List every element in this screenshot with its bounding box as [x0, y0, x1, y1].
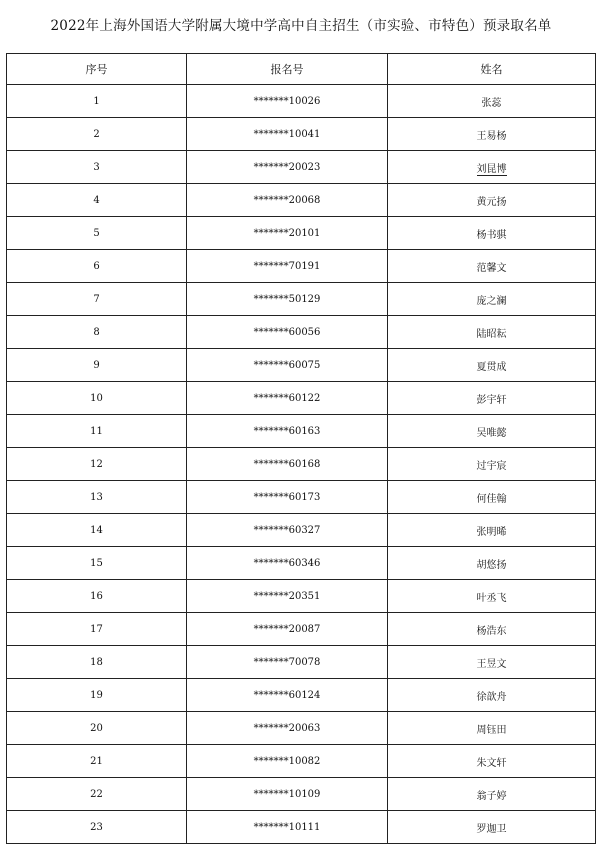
serial-number-cell: 16: [7, 580, 187, 613]
registration-number-cell: *******60124: [187, 679, 388, 712]
serial-number-cell: 1: [7, 85, 187, 118]
student-name-cell: [388, 481, 596, 514]
serial-number-cell: 21: [7, 745, 187, 778]
registration-number-cell: *******60173: [187, 481, 388, 514]
registration-number-cell: *******20068: [187, 184, 388, 217]
student-name: 翁子婷: [476, 790, 507, 802]
student-name: 刘昆博: [476, 163, 507, 175]
registration-number-cell: *******10111: [187, 811, 388, 844]
table-row: [7, 514, 596, 547]
table-row: [7, 712, 596, 745]
student-name-cell: [388, 646, 596, 679]
student-name: 过宇宸: [476, 460, 507, 472]
student-name-cell: [388, 283, 596, 316]
student-name: 胡悠扬: [476, 559, 507, 571]
table-row: [7, 283, 596, 316]
student-name: 杨书骐: [476, 229, 507, 241]
admission-table: [6, 53, 596, 844]
student-name: 王昱文: [476, 658, 507, 670]
registration-number-cell: *******60346: [187, 547, 388, 580]
table-row: [7, 448, 596, 481]
serial-number-cell: 6: [7, 250, 187, 283]
student-name: 周钰田: [476, 724, 507, 736]
registration-number-cell: *******50129: [187, 283, 388, 316]
student-name: 王易杨: [476, 130, 507, 142]
registration-number-cell: *******10109: [187, 778, 388, 811]
registration-number-cell: *******60056: [187, 316, 388, 349]
registration-number-cell: *******10026: [187, 85, 388, 118]
student-name-cell: [388, 382, 596, 415]
registration-number-cell: *******20101: [187, 217, 388, 250]
serial-number-cell: 17: [7, 613, 187, 646]
table-row: [7, 184, 596, 217]
table-row: [7, 547, 596, 580]
serial-number-cell: 14: [7, 514, 187, 547]
serial-number-cell: 4: [7, 184, 187, 217]
registration-number-cell: *******20087: [187, 613, 388, 646]
serial-number-cell: 7: [7, 283, 187, 316]
registration-number-cell: *******20023: [187, 151, 388, 184]
student-name: 陆昭耘: [476, 328, 507, 340]
header-name: 姓名: [388, 54, 596, 85]
serial-number-cell: 15: [7, 547, 187, 580]
student-name: 庞之澜: [476, 295, 507, 307]
student-name: 朱文轩: [476, 757, 507, 769]
table-row: [7, 679, 596, 712]
student-name-cell: [388, 613, 596, 646]
serial-number-cell: 18: [7, 646, 187, 679]
table-row: [7, 316, 596, 349]
serial-number-cell: 2: [7, 118, 187, 151]
student-name-cell: [388, 184, 596, 217]
registration-number-cell: *******60075: [187, 349, 388, 382]
page-title: 2022年上海外国语大学附属大境中学高中自主招生（市实验、市特色）预录取名单: [50, 18, 552, 34]
table-header-row: [7, 54, 596, 85]
student-name-cell: [388, 580, 596, 613]
student-name: 黄元扬: [476, 196, 507, 208]
registration-number-cell: *******60163: [187, 415, 388, 448]
student-name: 罗迦卫: [476, 823, 507, 835]
student-name-cell: [388, 85, 596, 118]
student-name: 杨浩东: [476, 625, 507, 637]
student-name-cell: [388, 448, 596, 481]
student-name-cell: [388, 250, 596, 283]
registration-number-cell: *******60327: [187, 514, 388, 547]
student-name: 夏贯成: [476, 361, 507, 373]
serial-number-cell: 23: [7, 811, 187, 844]
student-name-cell: [388, 118, 596, 151]
table-row: [7, 745, 596, 778]
serial-number-cell: 3: [7, 151, 187, 184]
student-name: 何佳翰: [476, 493, 507, 505]
serial-number-cell: 19: [7, 679, 187, 712]
student-name-cell: [388, 745, 596, 778]
serial-number-cell: 11: [7, 415, 187, 448]
student-name-cell: [388, 514, 596, 547]
serial-number-cell: 5: [7, 217, 187, 250]
student-name: 徐歆舟: [476, 691, 507, 703]
table-row: [7, 382, 596, 415]
student-name-cell: [388, 415, 596, 448]
student-name-cell: [388, 151, 596, 184]
serial-number-cell: 8: [7, 316, 187, 349]
table-row: [7, 151, 596, 184]
student-name: 范馨文: [476, 262, 507, 274]
registration-number-cell: *******10041: [187, 118, 388, 151]
table-row: [7, 481, 596, 514]
registration-number-cell: *******20063: [187, 712, 388, 745]
table-row: [7, 217, 596, 250]
student-name-cell: [388, 679, 596, 712]
student-name-cell: [388, 547, 596, 580]
table-row: [7, 349, 596, 382]
serial-number-cell: 10: [7, 382, 187, 415]
student-name: 吴唯懿: [476, 427, 507, 439]
registration-number-cell: *******70078: [187, 646, 388, 679]
registration-number-cell: *******20351: [187, 580, 388, 613]
table-row: [7, 580, 596, 613]
serial-number-cell: 9: [7, 349, 187, 382]
student-name-cell: [388, 316, 596, 349]
table-row: [7, 778, 596, 811]
student-name-cell: [388, 712, 596, 745]
table-row: [7, 118, 596, 151]
serial-number-cell: 13: [7, 481, 187, 514]
header-registration-number: 报名号: [187, 54, 388, 85]
table-row: [7, 250, 596, 283]
header-serial-number: 序号: [7, 54, 187, 85]
serial-number-cell: 12: [7, 448, 187, 481]
registration-number-cell: *******60122: [187, 382, 388, 415]
serial-number-cell: 20: [7, 712, 187, 745]
registration-number-cell: *******60168: [187, 448, 388, 481]
table-row: [7, 85, 596, 118]
student-name-cell: [388, 349, 596, 382]
table-row: [7, 646, 596, 679]
student-name: 张明晞: [476, 526, 507, 538]
table-row: [7, 613, 596, 646]
student-name: 张蕊: [481, 97, 502, 109]
registration-number-cell: *******10082: [187, 745, 388, 778]
table-row: [7, 811, 596, 844]
table-row: [7, 415, 596, 448]
student-name-cell: [388, 811, 596, 844]
student-name: 叶丞飞: [476, 592, 507, 604]
registration-number-cell: *******70191: [187, 250, 388, 283]
serial-number-cell: 22: [7, 778, 187, 811]
student-name-cell: [388, 778, 596, 811]
student-name: 彭宇轩: [476, 394, 507, 406]
student-name-cell: [388, 217, 596, 250]
